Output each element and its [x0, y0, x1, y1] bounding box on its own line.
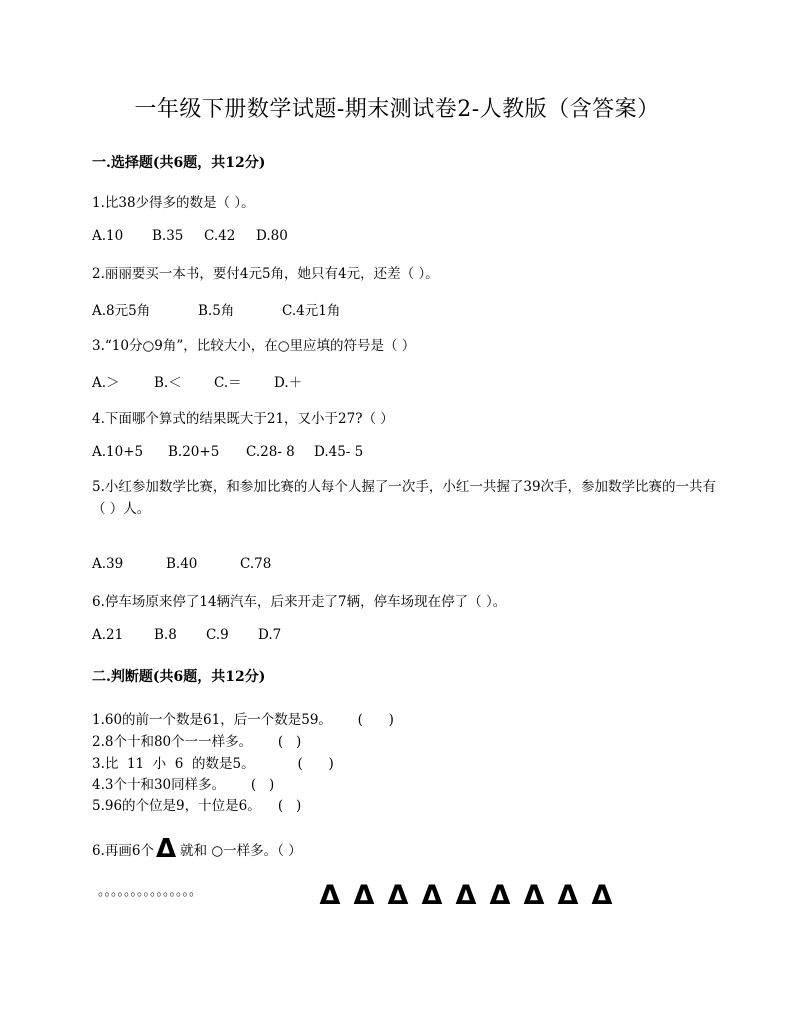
option: A.10+5 — [92, 444, 144, 460]
option: C.78 — [240, 556, 272, 572]
question-6-stem: 6.停车场原来停了14辆汽车，后来开走了7辆，停车场现在停了（ ）。 — [92, 594, 507, 610]
option: B.＜ — [154, 375, 182, 391]
option: A.21 — [92, 627, 124, 643]
option: D.＋ — [274, 375, 303, 391]
question-4-options — [92, 444, 363, 460]
triangle-icon: Δ — [319, 880, 341, 911]
option: C.＝ — [214, 375, 242, 391]
judge-item-4: 4.3个十和30同样多。 ( ) — [92, 777, 275, 793]
option: C.28- 8 — [246, 444, 295, 460]
triangle-icon: Δ — [387, 880, 409, 911]
option: B.5角 — [198, 303, 235, 319]
section1-heading: 一.选择题(共6题，共12分) — [92, 155, 266, 171]
question-3-options — [92, 371, 302, 391]
page-title: 一年级下册数学试题-期末测试卷2-人教版（含答案） — [134, 97, 660, 122]
option: C.42 — [204, 228, 236, 244]
circle-dots-row: 。。。。。。。。。。。。。。。 — [98, 884, 203, 899]
question-2-stem: 2.丽丽要买一本书，要付4元5角，她只有4元，还差（ ）。 — [92, 266, 439, 282]
triangle-icon: Δ — [557, 880, 579, 911]
option: C.9 — [206, 627, 229, 643]
judge-item-6-after: 就和 ○一样多。（ ） — [180, 843, 302, 859]
option: B.35 — [152, 228, 184, 244]
question-5-options — [92, 556, 271, 572]
question-3-stem: 3.“10分○9角”，比较大小，在○里应填的符号是（ ） — [92, 338, 416, 354]
option: C.4元1角 — [282, 303, 341, 319]
triangle-icon: Δ — [353, 880, 375, 911]
triangle-icon: Δ — [155, 834, 177, 864]
option: D.7 — [258, 627, 282, 643]
judge-item-1: 1.60的前一个数是61，后一个数是59。 ( ) — [92, 712, 394, 728]
triangle-icon: Δ — [591, 880, 613, 911]
question-5-stem: 5.小红参加数学比赛，和参加比赛的人每个人握了一次手，小红一共握了39次手，参加数学比赛的一共有（ ）人。 — [92, 479, 717, 517]
question-1-stem: 1.比38少得多的数是（ ）。 — [92, 195, 255, 211]
judge-item-2: 2.8个十和80个一一样多。 ( ) — [92, 734, 302, 750]
option: A.8元5角 — [92, 303, 151, 319]
judge-item-3: 3.比 11 小 6 的数是5。 ( ) — [92, 756, 334, 772]
option: A.＞ — [92, 375, 120, 391]
option: B.8 — [154, 627, 177, 643]
option: D.45- 5 — [314, 444, 364, 460]
judge-item-6-before: 6.再画6个 — [92, 843, 154, 859]
option: D.80 — [256, 228, 288, 244]
judge-item-6 — [92, 834, 302, 864]
triangle-icon: Δ — [523, 880, 545, 911]
question-4-stem: 4.下面哪个算式的结果既大于21，又小于27?（ ） — [92, 411, 394, 427]
option: B.40 — [166, 556, 198, 572]
judge-item-5: 5.96的个位是9，十位是6。 ( ) — [92, 798, 302, 814]
option: A.10 — [92, 228, 124, 244]
option: B.20+5 — [168, 444, 220, 460]
question-6-options — [92, 627, 281, 643]
section2-heading: 二.判断题(共6题，共12分) — [92, 669, 266, 685]
triangle-icon: Δ — [421, 880, 443, 911]
question-1-options — [92, 228, 288, 244]
option: A.39 — [92, 556, 124, 572]
question-2-options — [92, 299, 340, 319]
triangle-icon: Δ — [455, 880, 477, 911]
triangle-icon: Δ — [489, 880, 511, 911]
triangle-row — [313, 880, 619, 911]
